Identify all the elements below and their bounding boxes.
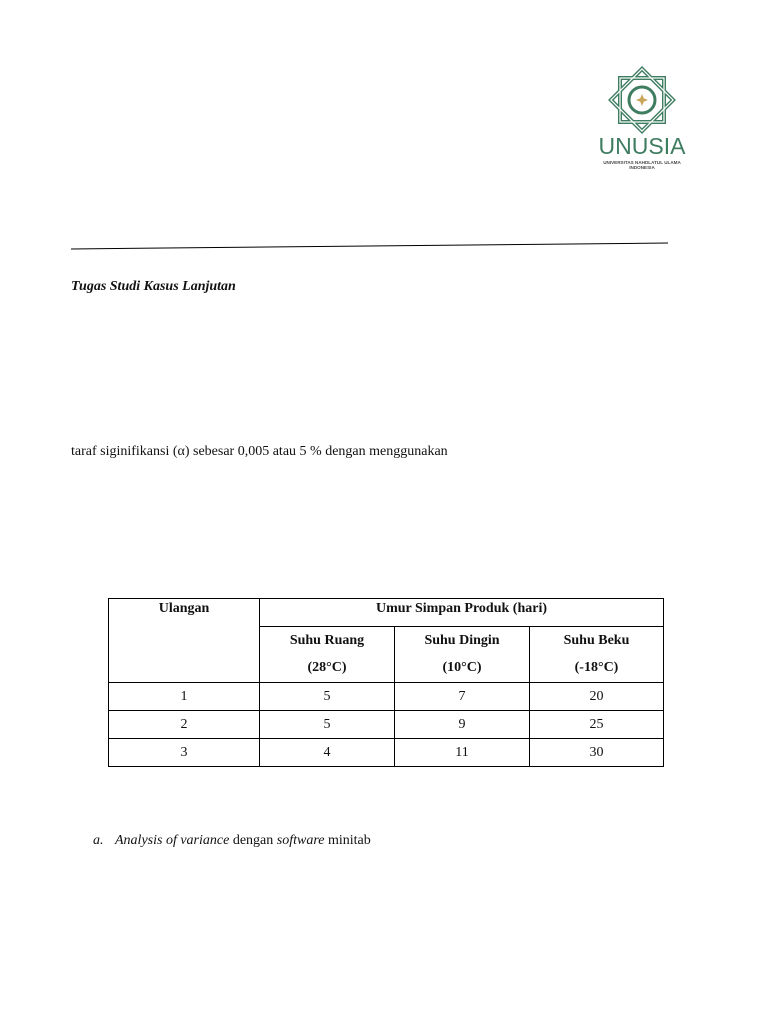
cell-value: 5	[260, 711, 395, 739]
list-text-italic: software	[276, 833, 325, 848]
header-ulangan: Ulangan	[109, 599, 260, 683]
column-temp: (-18°C)	[574, 660, 619, 675]
column-temp: (10°C)	[442, 660, 482, 675]
cell-value: 30	[530, 739, 664, 767]
body-paragraph: taraf siginifikansi (α) sebesar 0,005 atau 5 % dengan menggunakan	[71, 444, 448, 459]
data-table	[108, 598, 664, 767]
header-umur-simpan: Umur Simpan Produk (hari)	[260, 599, 664, 627]
cell-value: 9	[395, 711, 530, 739]
list-text-italic: Analysis of variance	[115, 833, 230, 848]
cell-ulangan: 1	[109, 683, 260, 711]
university-logo	[594, 62, 690, 174]
document-title: Tugas Studi Kasus Lanjutan	[71, 279, 236, 294]
table-row	[109, 739, 664, 767]
star-ornament-icon	[594, 62, 690, 137]
list-marker: a.	[93, 833, 104, 848]
cell-value: 4	[260, 739, 395, 767]
logo-subtitle	[594, 160, 690, 170]
logo-wordmark: UNUSIA	[598, 133, 686, 159]
table-row	[109, 711, 664, 739]
header-divider	[71, 238, 671, 252]
cell-value: 11	[395, 739, 530, 767]
header-suhu-beku	[530, 627, 664, 683]
table-header-row	[109, 599, 664, 627]
header-suhu-ruang	[260, 627, 395, 683]
cell-value: 5	[260, 683, 395, 711]
column-name: Suhu Dingin	[424, 633, 500, 648]
list-item-a	[93, 833, 371, 849]
column-name: Suhu Ruang	[289, 633, 365, 648]
cell-value: 7	[395, 683, 530, 711]
header-suhu-dingin	[395, 627, 530, 683]
cell-ulangan: 2	[109, 711, 260, 739]
cell-value: 25	[530, 711, 664, 739]
logo-subtitle-line2: INDONESIA	[629, 165, 655, 170]
table-row	[109, 683, 664, 711]
list-text: minitab	[324, 833, 371, 848]
cell-ulangan: 3	[109, 739, 260, 767]
cell-value: 20	[530, 683, 664, 711]
column-name: Suhu Beku	[563, 633, 630, 648]
logo-subtitle-line1: UNIVERSITAS NAHDLATUL ULAMA	[603, 160, 681, 165]
column-temp: (28°C)	[307, 660, 347, 675]
list-text: dengan	[229, 833, 277, 848]
